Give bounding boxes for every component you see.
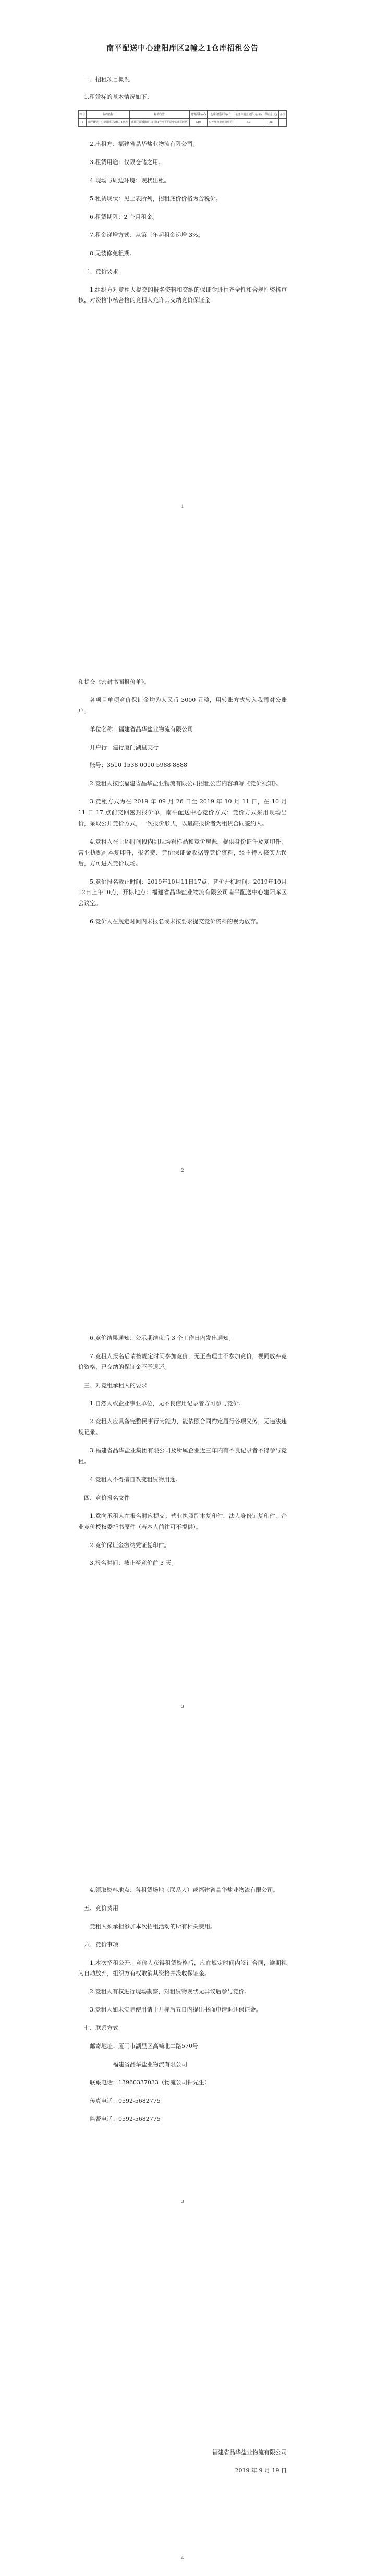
page-3 xyxy=(78,1333,287,1576)
table-cell: 建阳区潭城街道三门路1号南平配送中心建阳库区 xyxy=(129,119,189,127)
table-cell: 540 xyxy=(189,119,207,127)
table-header-cell: 标的位置 xyxy=(129,111,189,119)
paragraph: 3.福建省晶华盐业集团有限公司及所属企业近三年内有不良记录者不得参与竞租。 xyxy=(78,1447,287,1465)
paragraph: 8.无装修免租期。 xyxy=(90,249,136,257)
contact-address: 邮寄地址：厦门市湖里区高崎北二路570号 xyxy=(90,2043,198,2050)
paragraph: 4.现场与周边环境：现状出租。 xyxy=(90,177,170,184)
table-cell: 3.3 xyxy=(234,119,263,127)
section-7-heading: 七、联系方式 xyxy=(84,2025,118,2032)
section-4-heading: 四、竞价报名文件 xyxy=(84,1494,130,1501)
table-cell: 36 xyxy=(263,119,278,127)
table-header-cell: 备注 xyxy=(278,111,286,119)
page-number: 4 xyxy=(181,2556,184,2560)
paragraph: 和提交《密封书面报价单》。 xyxy=(78,678,150,685)
table-header-row xyxy=(79,111,287,119)
section-1-heading: 一、招租项目概况 xyxy=(84,76,130,83)
paragraph: 竞租人须承担参加本次招租活动的所有相关费用。 xyxy=(90,1922,216,1930)
rental-info-table xyxy=(78,110,287,127)
paragraph: 3.报名时间：截止至竞价前 3 天。 xyxy=(90,1560,177,1567)
table-header-cell: 公开年租金底价(元/年) xyxy=(234,111,263,119)
paragraph: 4.竞租人不得擅自改变租赁物用途。 xyxy=(90,1476,181,1484)
account-bank: 开户行：建行厦门湖里支行 xyxy=(90,744,159,751)
paragraph: 1.本次招租公开，竞价人获得租赁资格后，应在规定时间内签订合同，逾期视为自动放弃，组织方有权取消其资格并没收保证金。 xyxy=(78,1959,287,1977)
paragraph: 6.租赁期限：2 个月租金。 xyxy=(90,213,158,220)
paragraph: 3.租赁用途：仅限仓储之用。 xyxy=(90,159,164,166)
paragraph: 2.出租方：福建省晶华盐业物流有限公司。 xyxy=(90,141,199,148)
table-row xyxy=(79,119,287,127)
page-number: 2 xyxy=(181,1168,184,1173)
table-header-cell: 保证金(元) xyxy=(263,111,278,119)
section-2-heading: 二、竞价要求 xyxy=(84,268,118,275)
paragraph: 3.竞租人如未实际使用请于开标后五日内提出书面申请退还保证金。 xyxy=(90,2006,262,2014)
page-number: 3 xyxy=(181,1704,184,1709)
page-1 xyxy=(78,42,287,313)
paragraph: 6.竞价人在规定时间内未报名或未按要求提交竞价资料的视为放弃。 xyxy=(90,918,262,925)
section-6-heading: 六、竞价事项 xyxy=(84,1941,118,1948)
page-4 xyxy=(78,1885,287,2132)
signature-date: 2019 年 9 月 19 日 xyxy=(235,2467,287,2474)
paragraph: 1.自然人或企业事业单位，无不良信用记录者方可参与竞价。 xyxy=(90,1400,245,1407)
table-cell: 1 xyxy=(79,119,87,127)
paragraph: 6.竞价结果通知：公示期结束后 3 个工作日内发出通知。 xyxy=(90,1335,235,1341)
table-header-cell: 序号 xyxy=(79,111,87,119)
paragraph: 2.竞价保证金缴纳凭证复印件。 xyxy=(90,1541,170,1549)
page-number: 3 xyxy=(181,2199,184,2204)
table-header-cell: 仓库租赁面积(㎡) xyxy=(208,111,234,119)
table-header-cell: 标的名称 xyxy=(87,111,130,119)
paragraph: 5.租赁现状：见上表所列，招租底价价格为含税价。 xyxy=(90,195,222,203)
paragraph: 3.竞租方式为在 2019 年 09 月 26 日至 2019 年 10 月 11 日，在 10 月 11 日 17 点前交回密封报价单，南平配送中心竞价方式：竞价方式采用现场出价，采取公开竞价方式，一次报价形式，以最高报价者为租赁合同签约人。 xyxy=(78,798,287,827)
paragraph: 2.竞租人应具备完整民事行为能力，能依照合同约定履行各项义务，无违法违规记录。 xyxy=(78,1418,287,1436)
paragraph: 2.竞租人按照福建省晶华盐业物流有限公司招租公告内容填写《竞价须知》。 xyxy=(90,780,282,787)
paragraph: 1.组织方对竞租人提交的报名资料和交纳的保证金进行齐全性和合规性资格审核，对资格审核合格的竞租人允许其交纳竞价保证金 xyxy=(78,286,287,304)
contact-phone: 联系电话：13960337033（物流公司钟先生） xyxy=(90,2079,210,2086)
paragraph: 4.竞租人在上述时间段内到现场看样品和竞价房源，提供身份证件及复印件，营业执照副本复印件，报名费、竞价保证金收据等竞价资料，经主持人核实无误后，方可进入竞价现场。 xyxy=(78,838,287,867)
paragraph: 4.领取资料地点：各租赁场地（联系人）或福建省晶华盐业物流有限公司。 xyxy=(90,1887,279,1893)
section-1-item-1: 1.租赁标的基本情况如下： xyxy=(84,94,153,101)
signature-company: 福建省晶华盐业物流有限公司 xyxy=(212,2449,287,2456)
contact-company: 福建省晶华盐业物流有限公司 xyxy=(113,2060,187,2068)
account-unit: 单位名称：福建省晶华盐业物流有限公司 xyxy=(90,725,193,733)
paragraph: 2.竞租人有权进行现场勘察，对租赁物现状无异议后参与竞价。 xyxy=(90,1988,250,1995)
page-number: 1 xyxy=(181,504,184,509)
table-header-cell: 建筑面积(㎡) xyxy=(189,111,207,119)
signature-block xyxy=(78,2447,287,2484)
contact-monitor: 监督电话：0592-5682775 xyxy=(90,2115,161,2122)
section-5-heading: 五、竞价费用 xyxy=(84,1904,118,1912)
table-cell xyxy=(278,119,286,127)
table-cell: 南平配送中心建阳库区2幢之1仓库 xyxy=(87,119,130,127)
paragraph: 5.竞价报名截止时间：2019年10月11日17点，竞价开标时间：2019年10月12日上午10点，开标地点：福建省晶华盐业物流有限公司南平配送中心建阳库区会议室。 xyxy=(78,878,287,907)
contact-fax: 传真电话：0592-5682775 xyxy=(90,2097,161,2104)
document-title: 南平配送中心建阳库区2幢之1仓库招租公告 xyxy=(106,44,259,53)
account-number: 账号：3510 1538 0010 5988 8888 xyxy=(90,762,187,769)
paragraph: 1.意向承租人在报名时应提交：营业执照副本复印件，法人身份证复印件，企业竞价授权委托书原件（若本人前往可不提供）。 xyxy=(78,1512,287,1530)
page-2 xyxy=(78,677,287,935)
paragraph: 7.竞租人报名后请按规定时间参加竞价，无正当理由不参加竞价，视同放弃竞价资格，已交纳的保证金不予退还。 xyxy=(78,1352,287,1371)
paragraph: 各项目单项竞价保证金均为人民币 3000 元整，用转账方式转入我司对公账户。 xyxy=(78,696,287,714)
paragraph: 7.租金递增方式：从第三年起租金递增 3%。 xyxy=(90,231,204,238)
section-3-heading: 三、对竞租承租人的要求 xyxy=(84,1381,147,1389)
table-cell: 公开年租金底价单价 xyxy=(208,119,234,127)
